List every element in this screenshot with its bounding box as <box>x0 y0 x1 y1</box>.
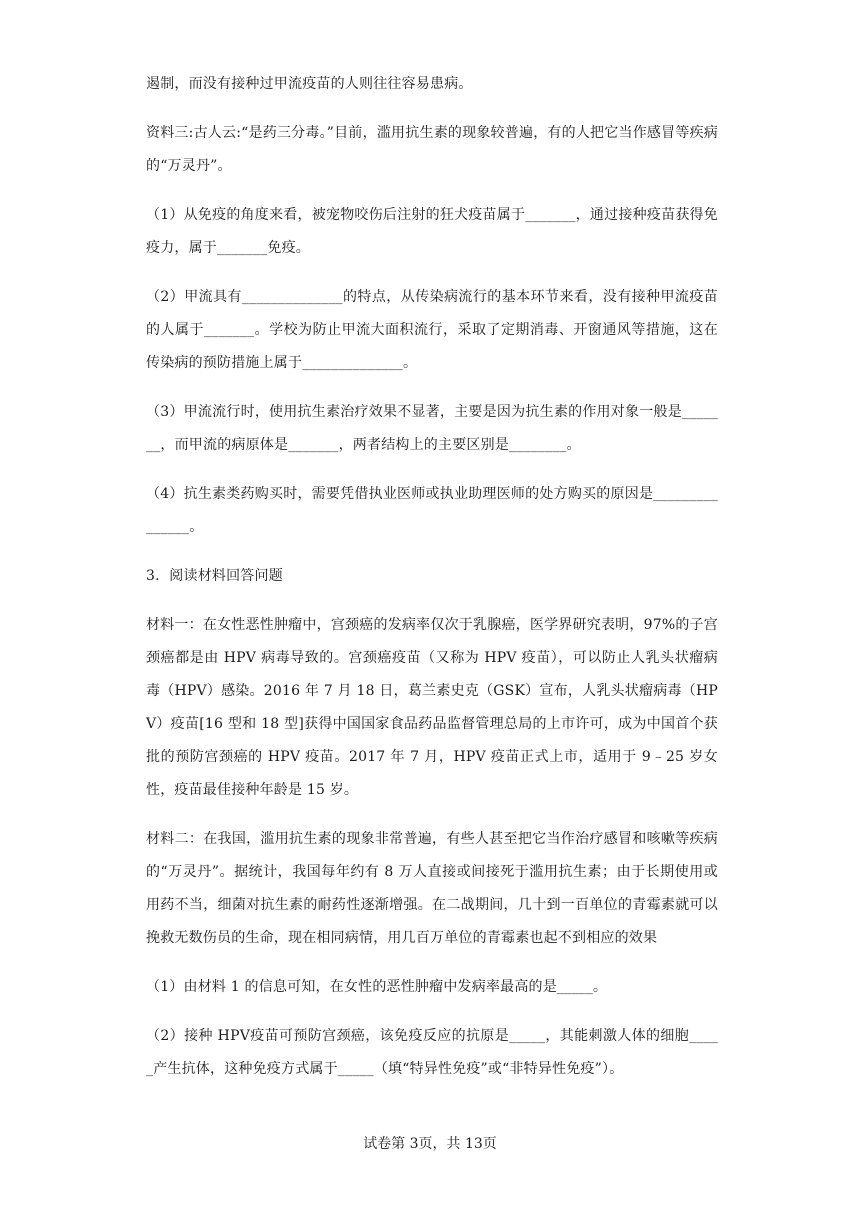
material-three: 资料三:古人云:“是药三分毒。”目前，滥用抗生素的现象较普遍，有的人把它当作感冒等疾病的“万灵丹”。 <box>146 125 718 174</box>
page-footer: 试卷第 3页，共 13页 <box>363 1136 497 1152</box>
page-content <box>146 68 718 1102</box>
question-2-part-4: （4）抗生素类药购买时，需要凭借执业医师或执业助理医师的处方购买的原因是_______________。 <box>146 486 718 535</box>
question-3-part-2: （2）接种 HPV疫苗可预防宫颈癌，该免疫反应的抗原是_____，其能刺激人体的细胞_____产生抗体，这种免疫方式属于_____（填“特异性免疫”或“非特异性免疫”）。 <box>146 1028 718 1077</box>
question-2-part-2: （2）甲流具有______________的特点，从传染病流行的基本环节来看，没有接种甲流疫苗的人属于_______。学校为防止甲流大面积流行，采取了定期消毒、开窗通风等措施，这在传染病的预防措施上属于______________。 <box>146 289 718 371</box>
material-two: 材料二：在我国，滥用抗生素的现象非常普遍，有些人甚至把它当作治疗感冒和咳嗽等疾病的“万灵丹”。据统计，我国每年约有 8 万人直接或间接死于滥用抗生素；由于长期使用或用药不当，细菌对抗生素的耐药性逐渐增强。在二战期间，几十到一百单位的青霉素就可以挽救无数伤员的生命，现在相同病情，用几百万单位的青霉素也起不到相应的效果 <box>146 831 718 946</box>
question-3-heading: 3．阅读材料回答问题 <box>146 568 283 584</box>
material-one: 材料一：在女性恶性肿瘤中，宫颈癌的发病率仅次于乳腺癌，医学界研究表明，97%的子宫颈癌都是由 HPV 病毒导致的。宫颈癌疫苗（又称为 HPV 疫苗），可以防止人乳头状瘤病毒（HPV）感染。2016 年 7 月 18 日，葛兰素史克（GSK）宣布，人乳头状瘤病毒（HPV）疫苗[16 型和 18 型]获得中国国家食品药品监督管理总局的上市许可，成为中国首个获批的预防宫颈癌的 HPV 疫苗。2017 年 7 月，HPV 疫苗正式上市，适用于 9﹣25 岁女性，疫苗最佳接种年龄是 15 岁。 <box>146 617 718 798</box>
question-2-part-3: （3）甲流流行时，使用抗生素治疗效果不显著，主要是因为抗生素的作用对象一般是_______，而甲流的病原体是_______，两者结构上的主要区别是________。 <box>146 404 718 453</box>
paragraph-continuation: 遏制，而没有接种过甲流疫苗的人则往往容易患病。 <box>146 76 473 92</box>
question-2-part-1: （1）从免疫的角度来看，被宠物咬伤后注射的狂犬疫苗属于_______，通过接种疫苗获得免疫力，属于_______免疫。 <box>146 207 718 256</box>
question-3-part-1: （1）由材料 1 的信息可知，在女性的恶性肿瘤中发病率最高的是_____。 <box>146 979 608 995</box>
